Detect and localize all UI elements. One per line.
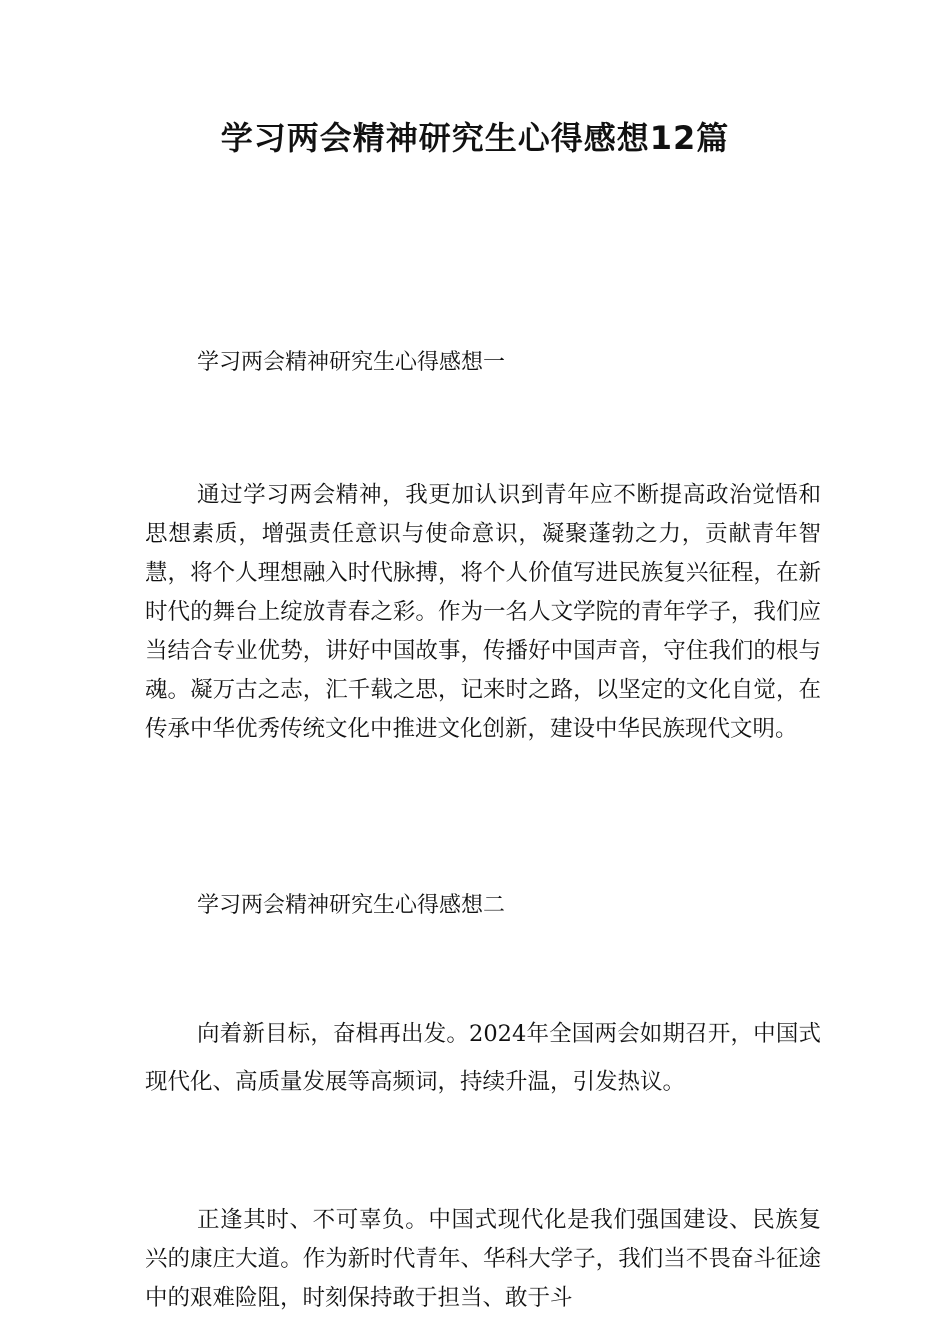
section-2-paragraph-1: 向着新目标，奋楫再出发。2024年全国两会如期召开，中国式现代化、高质量发展等高频词，持续升温，引发热议。 [145, 1021, 821, 1095]
section-heading-2: 学习两会精神研究生心得感想二 [197, 893, 506, 918]
document-title: 学习两会精神研究生心得感想12篇 [220, 119, 730, 157]
section-2-paragraph-2: 正逢其时、不可辜负。中国式现代化是我们强国建设、民族复兴的康庄大道。作为新时代青年、华科大学子，我们当不畏奋斗征途中的艰难险阻，时刻保持敢于担当、敢于斗 [145, 1207, 821, 1311]
section-heading-1: 学习两会精神研究生心得感想一 [197, 350, 506, 375]
section-1-paragraph-1: 通过学习两会精神，我更加认识到青年应不断提高政治觉悟和思想素质，增强责任意识与使命意识，凝聚蓬勃之力，贡献青年智慧，将个人理想融入时代脉搏，将个人价值写进民族复兴征程，在新时代的舞台上绽放青春之彩。作为一名人文学院的青年学子，我们应当结合专业优势，讲好中国故事，传播好中国声音，守住我们的根与魂。凝万古之志，汇千载之思，记来时之路，以坚定的文化自觉，在传承中华优秀传统文化中推进文化创新，建设中华民族现代文明。 [145, 482, 821, 742]
